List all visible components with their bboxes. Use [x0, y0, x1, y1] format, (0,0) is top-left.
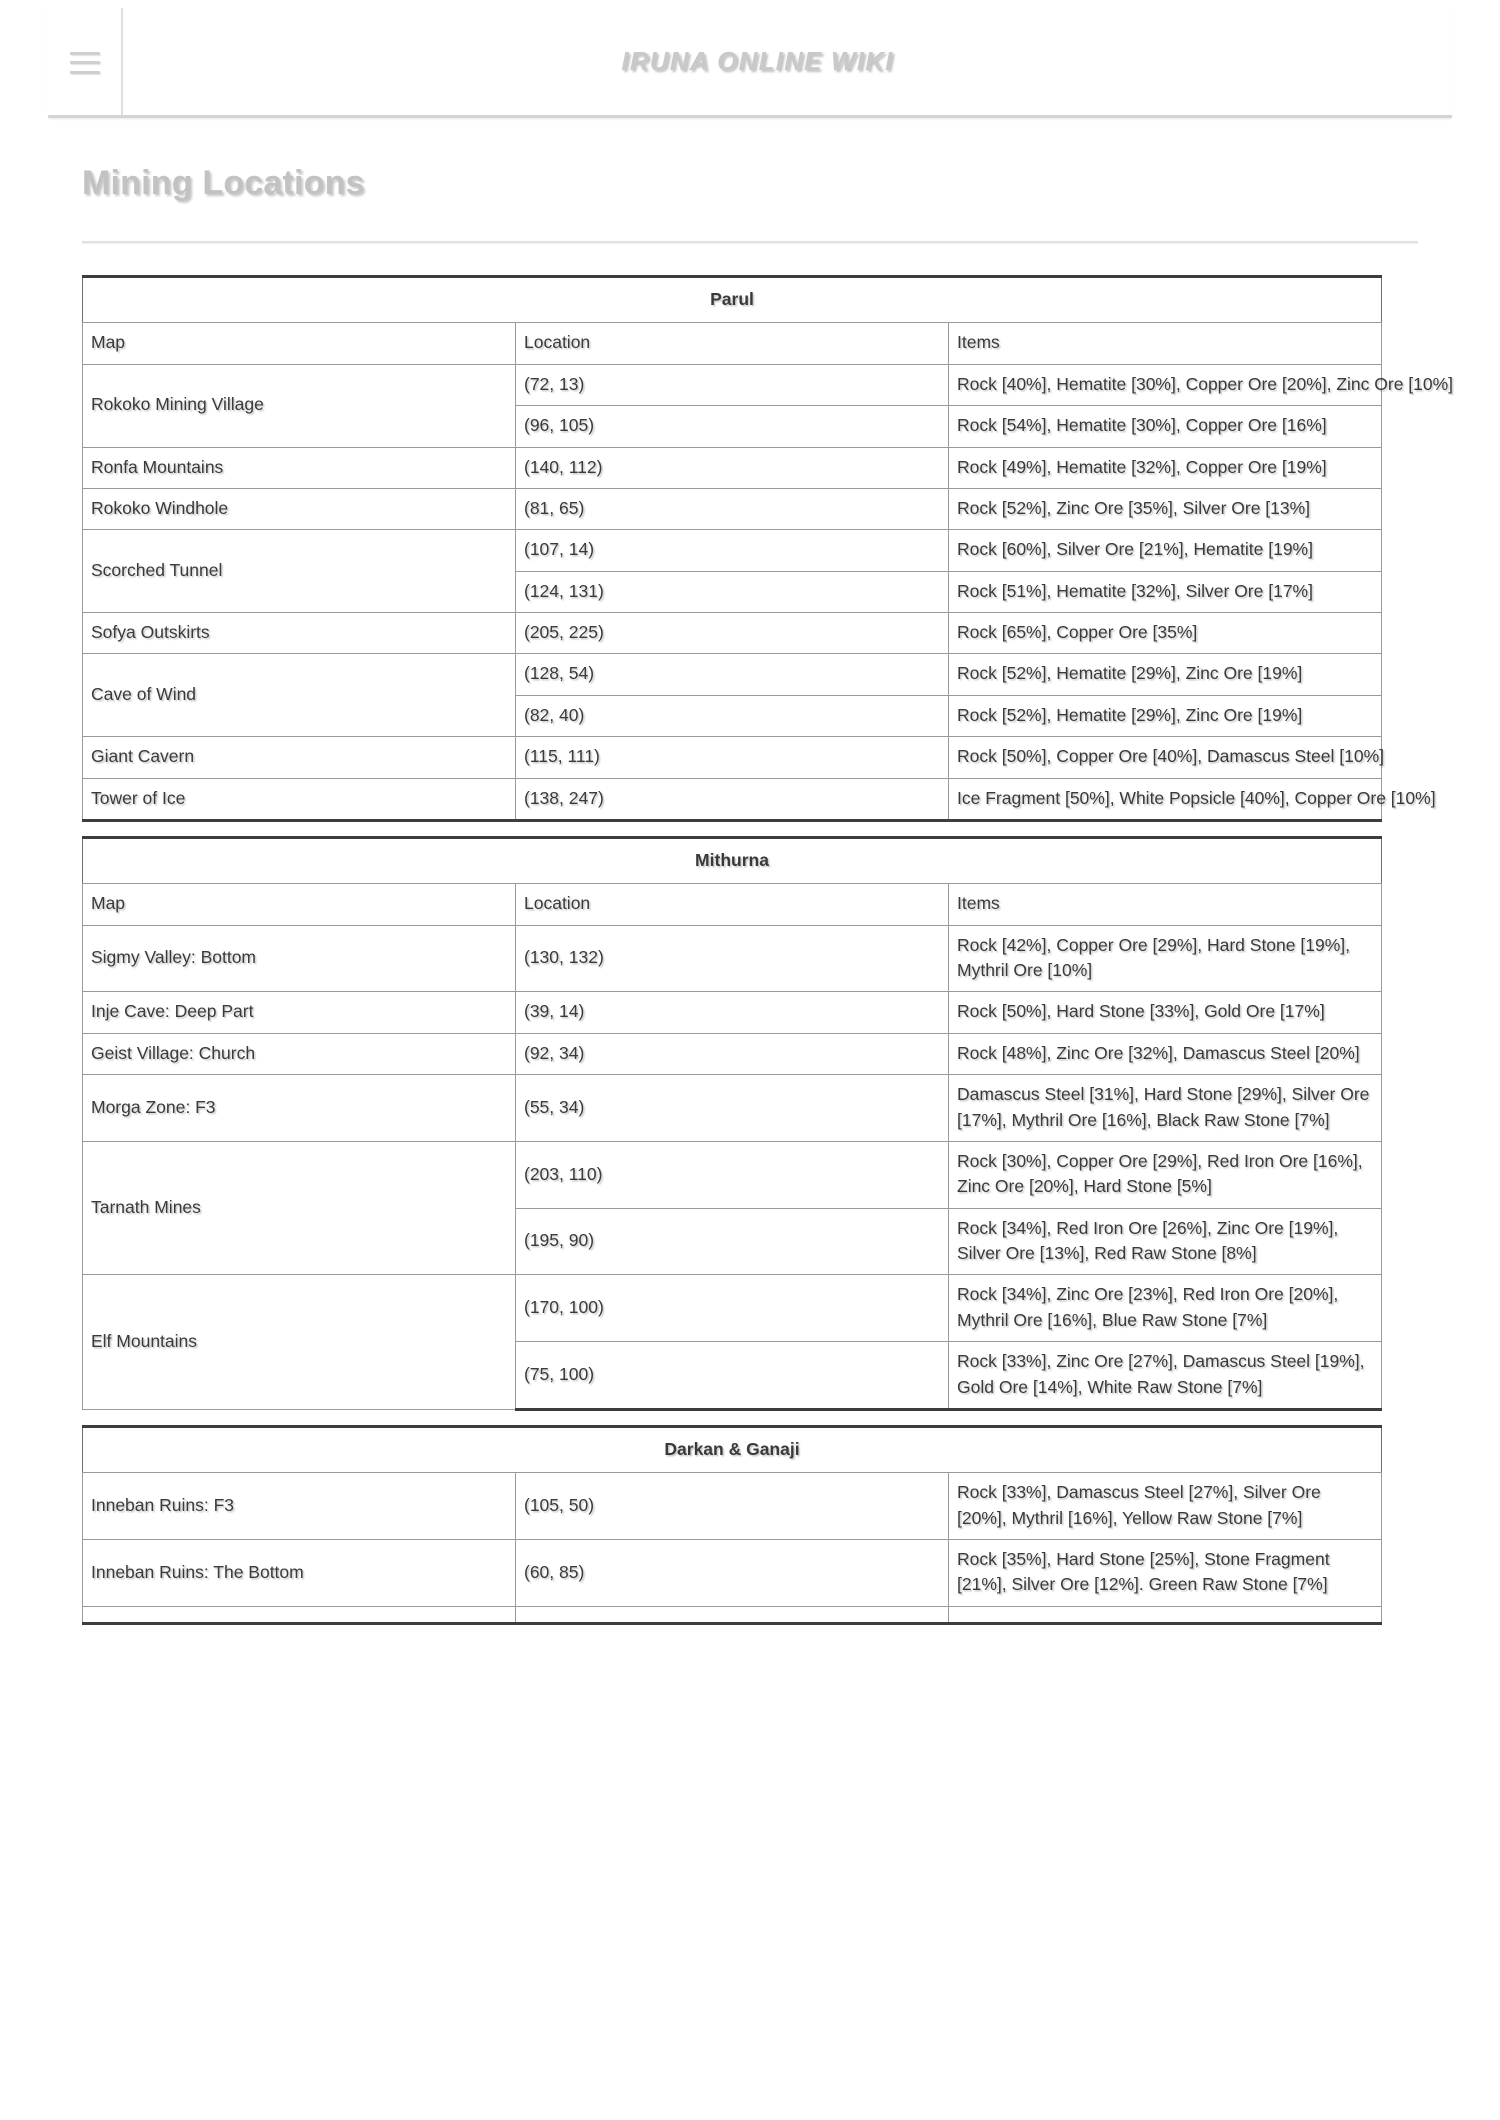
table-row — [83, 778, 1382, 820]
cell-location: (115, 111) — [516, 737, 949, 778]
cell-items: Rock [60%], Silver Ore [21%], Hematite [19%] — [949, 530, 1382, 571]
cell-map: Geist Village: Church — [83, 1033, 516, 1074]
cell-map: Giant Cavern — [83, 737, 516, 778]
cell-items: Rock [42%], Copper Ore [29%], Hard Stone [19%], Mythril Ore [10%] — [949, 925, 1382, 992]
cell-map: Scorched Tunnel — [83, 530, 516, 613]
cell-map: Tarnath Mines — [83, 1141, 516, 1275]
cell-items: Rock [34%], Zinc Ore [23%], Red Iron Ore [20%], Mythril Ore [16%], Blue Raw Stone [7%] — [949, 1275, 1382, 1342]
cell-items: Rock [48%], Zinc Ore [32%], Damascus Steel [20%] — [949, 1033, 1382, 1074]
table-row — [83, 1473, 1382, 1540]
hamburger-bar — [70, 61, 100, 64]
cell-map: Morga Zone: F3 — [83, 1075, 516, 1142]
cell-location: (124, 131) — [516, 571, 949, 612]
cell-location: (203, 110) — [516, 1141, 949, 1208]
cell-items: Rock [30%], Copper Ore [29%], Red Iron Ore [16%], Zinc Ore [20%], Hard Stone [5%] — [949, 1141, 1382, 1208]
cell-map — [83, 1606, 516, 1623]
cell-location — [516, 1606, 949, 1623]
cell-location: (195, 90) — [516, 1208, 949, 1275]
page-content — [0, 164, 1500, 1625]
table-header-row — [83, 884, 1382, 925]
cell-items — [949, 1606, 1382, 1623]
table-row — [83, 488, 1382, 529]
table-caption: Darkan & Ganaji — [83, 1426, 1382, 1472]
tables-host — [82, 275, 1452, 1625]
cell-map: Inje Cave: Deep Part — [83, 992, 516, 1033]
cell-map: Rokoko Windhole — [83, 488, 516, 529]
cell-items: Rock [40%], Hematite [30%], Copper Ore [20%], Zinc Ore [10%] — [949, 364, 1382, 405]
table-row — [83, 364, 1382, 405]
hamburger-menu-icon[interactable] — [70, 52, 100, 74]
column-header-map: Map — [83, 323, 516, 364]
column-header-items: Items — [949, 323, 1382, 364]
table-row — [83, 925, 1382, 992]
table-row — [83, 1075, 1382, 1142]
cell-location: (39, 14) — [516, 992, 949, 1033]
site-header — [48, 0, 1452, 118]
title-divider — [82, 241, 1418, 243]
table-row — [83, 613, 1382, 654]
table-row — [83, 1606, 1382, 1623]
cell-map: Elf Mountains — [83, 1275, 516, 1410]
cell-location: (82, 40) — [516, 695, 949, 736]
cell-location: (81, 65) — [516, 488, 949, 529]
table-caption: Mithurna — [83, 837, 1382, 883]
cell-location: (138, 247) — [516, 778, 949, 820]
page-title: Mining Locations — [82, 164, 365, 202]
cell-items: Rock [65%], Copper Ore [35%] — [949, 613, 1382, 654]
mining-table-3 — [82, 1425, 1382, 1625]
table-row — [83, 654, 1382, 695]
table-row — [83, 1033, 1382, 1074]
table-row — [83, 992, 1382, 1033]
cell-location: (205, 225) — [516, 613, 949, 654]
cell-map: Sofya Outskirts — [83, 613, 516, 654]
cell-location: (128, 54) — [516, 654, 949, 695]
table-caption-row — [83, 277, 1382, 323]
cell-location: (75, 100) — [516, 1342, 949, 1410]
table-caption-row — [83, 837, 1382, 883]
cell-items: Rock [52%], Zinc Ore [35%], Silver Ore [13%] — [949, 488, 1382, 529]
cell-location: (60, 85) — [516, 1540, 949, 1607]
menu-button[interactable] — [48, 0, 121, 115]
cell-location: (105, 50) — [516, 1473, 949, 1540]
table-row — [83, 1540, 1382, 1607]
site-title[interactable]: IRUNA ONLINE WIKI — [621, 46, 894, 76]
cell-map: Inneban Ruins: The Bottom — [83, 1540, 516, 1607]
cell-location: (140, 112) — [516, 447, 949, 488]
table-row — [83, 737, 1382, 778]
cell-map: Ronfa Mountains — [83, 447, 516, 488]
cell-items: Rock [50%], Hard Stone [33%], Gold Ore [17%] — [949, 992, 1382, 1033]
mining-table-2 — [82, 836, 1382, 1411]
hamburger-bar — [70, 52, 100, 55]
column-header-items: Items — [949, 884, 1382, 925]
cell-map: Cave of Wind — [83, 654, 516, 737]
cell-items: Rock [52%], Hematite [29%], Zinc Ore [19%] — [949, 695, 1382, 736]
cell-location: (96, 105) — [516, 406, 949, 447]
mining-table-1 — [82, 275, 1454, 822]
cell-items: Ice Fragment [50%], White Popsicle [40%], Copper Ore [10%] — [949, 778, 1382, 820]
cell-items: Rock [50%], Copper Ore [40%], Damascus Steel [10%] — [949, 737, 1382, 778]
site-title-area — [123, 0, 1452, 115]
column-header-map: Map — [83, 884, 516, 925]
table-caption: Parul — [83, 277, 1382, 323]
cell-items: Rock [54%], Hematite [30%], Copper Ore [16%] — [949, 406, 1382, 447]
hamburger-bar — [70, 71, 100, 74]
cell-location: (130, 132) — [516, 925, 949, 992]
tables-container — [82, 275, 1452, 1625]
cell-map: Inneban Ruins: F3 — [83, 1473, 516, 1540]
cell-location: (107, 14) — [516, 530, 949, 571]
table-caption-row — [83, 1426, 1382, 1472]
cell-map: Rokoko Mining Village — [83, 364, 516, 447]
cell-location: (170, 100) — [516, 1275, 949, 1342]
table-row — [83, 1275, 1382, 1342]
cell-items: Rock [33%], Damascus Steel [27%], Silver Ore [20%], Mythril [16%], Yellow Raw Stone [7%] — [949, 1473, 1382, 1540]
table-header-row — [83, 323, 1382, 364]
table-row — [83, 447, 1382, 488]
cell-items: Rock [51%], Hematite [32%], Silver Ore [17%] — [949, 571, 1382, 612]
cell-map: Tower of Ice — [83, 778, 516, 820]
table-row — [83, 1141, 1382, 1208]
column-header-location: Location — [516, 323, 949, 364]
cell-location: (72, 13) — [516, 364, 949, 405]
cell-items: Rock [52%], Hematite [29%], Zinc Ore [19%] — [949, 654, 1382, 695]
cell-location: (92, 34) — [516, 1033, 949, 1074]
cell-items: Rock [33%], Zinc Ore [27%], Damascus Steel [19%], Gold Ore [14%], White Raw Stone [7%] — [949, 1342, 1382, 1410]
table-row — [83, 530, 1382, 571]
cell-location: (55, 34) — [516, 1075, 949, 1142]
cell-items: Rock [49%], Hematite [32%], Copper Ore [19%] — [949, 447, 1382, 488]
cell-items: Damascus Steel [31%], Hard Stone [29%], Silver Ore [17%], Mythril Ore [16%], Black Raw Stone [7%] — [949, 1075, 1382, 1142]
cell-items: Rock [35%], Hard Stone [25%], Stone Fragment [21%], Silver Ore [12%]. Green Raw Stone [7%] — [949, 1540, 1382, 1607]
cell-items: Rock [34%], Red Iron Ore [26%], Zinc Ore [19%], Silver Ore [13%], Red Raw Stone [8%] — [949, 1208, 1382, 1275]
cell-map: Sigmy Valley: Bottom — [83, 925, 516, 992]
column-header-location: Location — [516, 884, 949, 925]
